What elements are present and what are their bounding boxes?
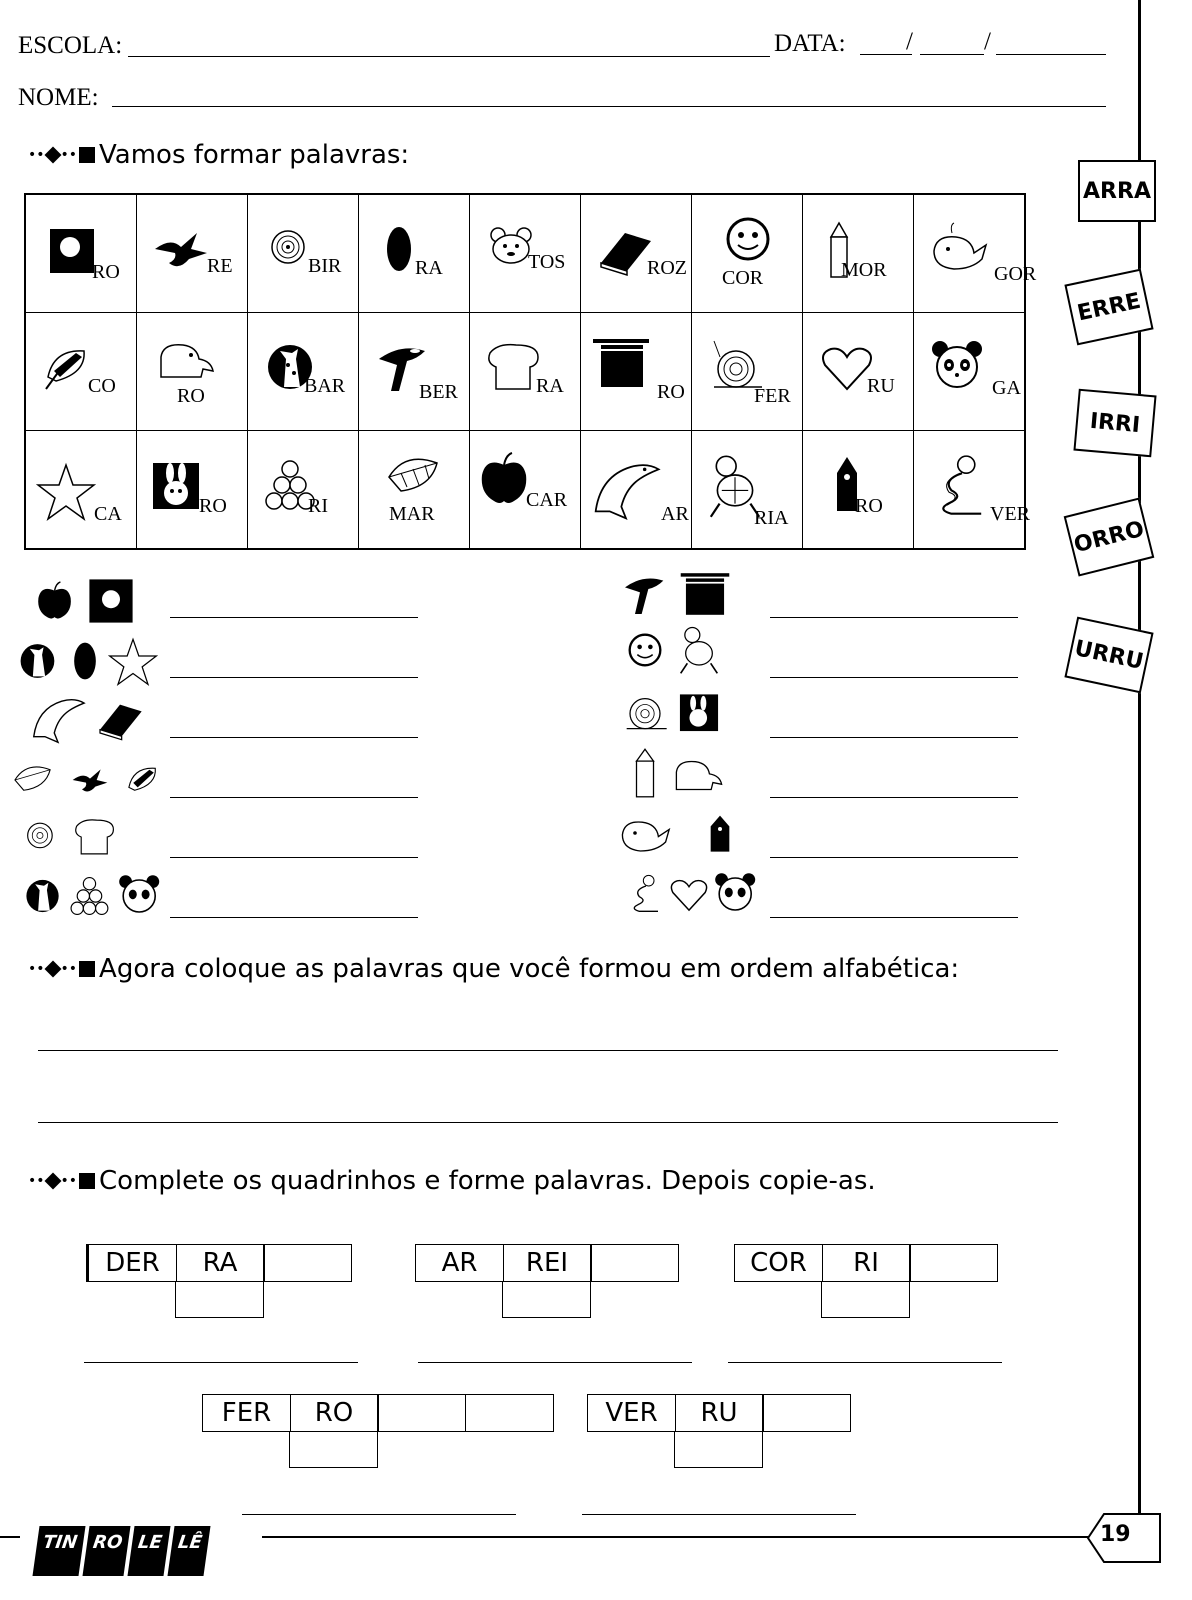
grid-cell [581, 431, 692, 550]
logo-part: TIN [32, 1526, 85, 1576]
grid-cell [803, 431, 914, 550]
bread-icon [72, 814, 118, 860]
whale-icon [928, 219, 988, 279]
grid-cell [359, 431, 470, 550]
grid-cell [25, 313, 137, 431]
grid-cell [137, 313, 248, 431]
syllable: RU [867, 375, 895, 397]
monkey-face-icon [718, 209, 778, 269]
word-cell-below[interactable] [502, 1281, 591, 1318]
word-box-5 [587, 1394, 851, 1432]
syllable: MAR [389, 503, 435, 525]
word-cell: RI [822, 1244, 911, 1282]
grid-cell [25, 194, 137, 313]
syllable: GOR [994, 263, 1037, 285]
snail-icon [620, 686, 670, 738]
word-cell: RU [675, 1394, 764, 1432]
syllable: VER [990, 503, 1030, 525]
publisher-logo [36, 1526, 236, 1576]
picture-pair-2 [16, 636, 158, 686]
syllable: RA [536, 375, 564, 397]
ball-pyramid-icon [68, 873, 114, 919]
syllable: CAR [526, 489, 568, 511]
alphabetical-line-1[interactable] [38, 1050, 1058, 1051]
grid-cell [581, 194, 692, 313]
name-label: NOME: [18, 84, 99, 111]
striped-leaf-icon [122, 758, 168, 802]
word-cell-below[interactable] [289, 1431, 378, 1468]
section-2-text: Agora coloque as palavras que você formou em ordem alfabética: [99, 954, 960, 984]
copy-line[interactable] [418, 1362, 692, 1363]
syllable: RIA [754, 507, 789, 529]
syllable: GA [992, 377, 1021, 399]
copy-line[interactable] [582, 1514, 856, 1515]
syllable: COR [722, 267, 764, 289]
syllable: TOS [528, 251, 566, 273]
black-square-dot-icon [84, 574, 138, 628]
syllable-grid [24, 193, 1037, 550]
apple-icon [34, 579, 78, 623]
syllable: AR [661, 503, 689, 525]
picture-pair-4 [10, 758, 168, 802]
bread-icon [484, 337, 544, 397]
syllable: RO [855, 495, 883, 517]
page-number: 19 [1100, 1522, 1131, 1547]
answer-line[interactable] [770, 677, 1018, 678]
syllable: FER [754, 385, 791, 407]
rabbit-icon [676, 690, 722, 734]
page-frame-left [0, 1536, 20, 1538]
dolphin-icon [30, 690, 86, 746]
date-sep-1: / [906, 28, 913, 55]
word-cell: FER [202, 1394, 291, 1432]
logo-part: RO [83, 1526, 131, 1576]
pencil-icon [628, 746, 662, 800]
orca-icon [620, 568, 670, 620]
picture-pair-5 [20, 814, 118, 860]
syllable: RO [177, 385, 205, 407]
grid-cell [692, 431, 803, 550]
giraffe-circle-icon [22, 874, 66, 918]
picture-pair-8 [622, 622, 724, 678]
pen-nib-icon [700, 807, 740, 859]
word-cell: DER [86, 1244, 177, 1282]
date-month-line[interactable] [920, 54, 984, 55]
logo-part: LÊ [167, 1526, 210, 1576]
grid-cell [470, 313, 581, 431]
book-icon [595, 219, 655, 279]
copy-line[interactable] [728, 1362, 1002, 1363]
page-frame-right [1138, 0, 1141, 1540]
answer-line[interactable] [170, 617, 418, 618]
snake-icon [930, 451, 994, 521]
word-cell: AR [415, 1244, 504, 1282]
bird-icon [151, 219, 211, 279]
giraffe-circle-icon [16, 638, 62, 684]
syllable: MOR [841, 259, 887, 281]
syllable: RO [92, 261, 120, 283]
side-box-urru: URRU [1064, 617, 1153, 694]
word-cell-empty[interactable] [465, 1394, 554, 1432]
grid-cell [692, 313, 803, 431]
leaf-icon [385, 447, 445, 507]
picture-pair-9 [620, 686, 722, 738]
rose-icon [20, 814, 66, 860]
answer-line[interactable] [170, 797, 418, 798]
alphabetical-line-2[interactable] [38, 1122, 1058, 1123]
word-cell-empty[interactable] [909, 1244, 998, 1282]
grid-cell [359, 194, 470, 313]
heart-icon [666, 872, 712, 916]
picture-pair-12 [626, 866, 760, 922]
grid-cell [692, 194, 803, 313]
panda-face-icon [928, 337, 988, 397]
word-cell: RA [176, 1244, 265, 1282]
black-oval-icon [68, 636, 102, 686]
picture-pair-10 [628, 746, 730, 800]
picture-pair-1 [34, 574, 138, 628]
syllable: RI [308, 495, 328, 517]
syllable: BIR [308, 255, 342, 277]
word-box-3 [734, 1244, 998, 1282]
grid-cell [359, 313, 470, 431]
answer-line[interactable] [770, 617, 1018, 618]
grid-cell [248, 431, 359, 550]
picture-pair-11 [614, 806, 740, 860]
date-label: DATA: [774, 30, 846, 57]
school-label: ESCOLA: [18, 32, 123, 59]
logo-part: LE [128, 1526, 171, 1576]
answer-line[interactable] [770, 857, 1018, 858]
word-cell-empty[interactable] [377, 1394, 466, 1432]
book-icon [92, 693, 148, 743]
word-cell-below[interactable] [674, 1431, 763, 1468]
grid-cell [803, 194, 914, 313]
word-box-1 [86, 1244, 352, 1282]
word-cell: RO [290, 1394, 379, 1432]
grid-cell [803, 313, 914, 431]
syllable: RO [657, 381, 685, 403]
side-box-erre: ERRE [1064, 269, 1153, 346]
word-cell-empty[interactable] [590, 1244, 679, 1282]
dolphin-icon [591, 453, 661, 523]
grid-cell [470, 431, 581, 550]
word-cell-empty[interactable] [263, 1244, 352, 1282]
section-3-text: Complete os quadrinhos e forme palavras. Depois copie-as. [99, 1166, 876, 1196]
leaf-icon [10, 758, 58, 802]
bullet-icon: •• •• [28, 961, 95, 977]
answer-line[interactable] [770, 737, 1018, 738]
section-title-3 [28, 1166, 876, 1196]
side-box-arra: ARRA [1078, 160, 1156, 222]
panda-face-icon [712, 870, 760, 918]
date-sep-2: / [984, 28, 991, 55]
section-1-text: Vamos formar palavras: [99, 140, 410, 170]
picture-pair-6 [22, 872, 164, 920]
grid-cell [137, 194, 248, 313]
bullet-icon: •• •• [28, 147, 95, 163]
whale-icon [614, 806, 674, 860]
word-cell: REI [503, 1244, 592, 1282]
school-line[interactable] [128, 56, 770, 57]
elephant-icon [668, 753, 730, 793]
grid-cell [914, 431, 1030, 550]
panda-face-icon [116, 872, 164, 920]
grid-cell [470, 194, 581, 313]
syllable: CO [88, 375, 116, 397]
answer-line[interactable] [170, 677, 418, 678]
picture-pair-3 [30, 690, 148, 746]
syllable: BER [419, 381, 458, 403]
grid-cell [581, 313, 692, 431]
snake-icon [626, 866, 666, 922]
page-frame-bottom [262, 1536, 1112, 1538]
word-cell: VER [587, 1394, 676, 1432]
picture-pair-7 [620, 568, 734, 620]
word-cell-empty[interactable] [762, 1394, 851, 1432]
hat-box-icon [591, 333, 651, 393]
answer-line[interactable] [170, 737, 418, 738]
syllable: RE [207, 255, 233, 277]
hat-box-icon [676, 568, 734, 620]
syllable: ROZ [647, 257, 687, 279]
syllable: RA [415, 257, 443, 279]
word-box-4 [202, 1394, 554, 1432]
black-square-dot-icon [40, 219, 100, 279]
grid-cell [914, 194, 1037, 313]
word-box-2 [415, 1244, 679, 1282]
bullet-icon: •• •• [28, 1173, 95, 1189]
syllable: CA [94, 503, 122, 525]
section-title-2 [28, 954, 959, 984]
copy-line[interactable] [242, 1514, 516, 1515]
grid-cell [25, 431, 137, 550]
date-year-line[interactable] [996, 54, 1106, 55]
copy-line[interactable] [84, 1362, 358, 1363]
star-icon [108, 636, 158, 686]
word-cell: COR [734, 1244, 823, 1282]
word-cell-below[interactable] [175, 1281, 264, 1318]
answer-line[interactable] [770, 797, 1018, 798]
monkey-face-icon [622, 627, 668, 673]
date-day-line[interactable] [860, 54, 912, 55]
section-title-1 [28, 140, 409, 170]
grid-cell [137, 431, 248, 550]
answer-line[interactable] [170, 857, 418, 858]
bird-icon [64, 760, 116, 800]
name-line[interactable] [112, 106, 1106, 107]
turtle-icon [674, 622, 724, 678]
answer-line[interactable] [170, 917, 418, 918]
side-box-irri: IRRI [1073, 389, 1156, 458]
grid-cell [248, 194, 359, 313]
syllable: RO [199, 495, 227, 517]
grid-cell [248, 313, 359, 431]
word-cell-below[interactable] [821, 1281, 910, 1318]
syllable: BAR [304, 375, 346, 397]
star-icon [36, 461, 96, 521]
grid-cell [914, 313, 1026, 431]
answer-line[interactable] [770, 917, 1018, 918]
side-box-orro: ORRO [1064, 497, 1155, 576]
